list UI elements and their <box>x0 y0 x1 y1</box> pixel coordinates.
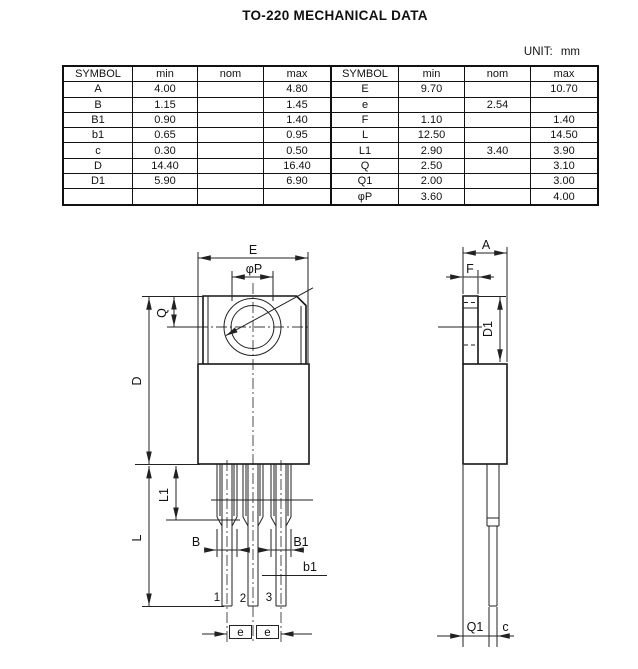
table-cell: F <box>331 112 399 127</box>
dim-e <box>202 626 312 639</box>
table-cell: 0.95 <box>264 128 332 143</box>
label-D1: D1 <box>481 321 495 337</box>
table-cell: 3.40 <box>465 143 531 158</box>
table-cell: 3.00 <box>531 174 599 189</box>
side-view <box>437 238 514 647</box>
table-cell: A <box>63 82 133 97</box>
table-cell: 1.40 <box>531 112 599 127</box>
table-cell: 9.70 <box>399 82 465 97</box>
column-header: max <box>264 66 332 82</box>
column-header: max <box>531 66 599 82</box>
dim-L <box>142 466 224 607</box>
label-b1: b1 <box>303 560 317 574</box>
table-cell: 1.45 <box>264 97 332 112</box>
table-cell: 1.15 <box>133 97 198 112</box>
side-lead <box>487 464 499 606</box>
page-title: TO-220 MECHANICAL DATA <box>242 8 428 23</box>
table-cell: D <box>63 158 133 173</box>
table-cell: 0.50 <box>264 143 332 158</box>
table-cell: e <box>331 97 399 112</box>
table-cell: 2.54 <box>465 97 531 112</box>
front-tab-outline <box>203 296 306 364</box>
unit-label: UNIT: mm <box>523 46 580 58</box>
table-cell: 1.10 <box>399 112 465 127</box>
label-e-1: e <box>237 627 244 639</box>
mounting-hole <box>224 288 313 356</box>
label-L1: L1 <box>157 488 171 502</box>
table-cell: D1 <box>63 174 133 189</box>
pin-number-3: 3 <box>265 592 273 604</box>
table-cell: L1 <box>331 143 399 158</box>
table-cell: 10.70 <box>531 82 599 97</box>
table-cell: c <box>63 143 133 158</box>
table-cell: B1 <box>63 112 133 127</box>
table-cell: Q1 <box>331 174 399 189</box>
side-body-outline <box>463 364 507 464</box>
table-cell: 14.40 <box>133 158 198 173</box>
pin-number-1: 1 <box>213 592 221 604</box>
dim-Q <box>142 297 203 328</box>
table-cell: 2.50 <box>399 158 465 173</box>
table-cell: 6.90 <box>264 174 332 189</box>
table-cell: 12.50 <box>399 128 465 143</box>
table-cell: E <box>331 82 399 97</box>
label-Q1: Q1 <box>466 620 484 634</box>
table-cell: L <box>331 128 399 143</box>
column-header: nom <box>198 66 264 82</box>
label-B1: B1 <box>293 535 309 549</box>
dim-D <box>135 297 200 465</box>
label-phiP: φP <box>245 262 263 276</box>
label-F: F <box>466 262 474 276</box>
label-A: A <box>481 238 491 252</box>
side-tab-outline <box>438 296 482 364</box>
table-cell: 0.30 <box>133 143 198 158</box>
label-D: D <box>130 376 144 386</box>
front-leads <box>217 464 291 606</box>
table-cell: 16.40 <box>264 158 332 173</box>
column-header: SYMBOL <box>63 66 133 82</box>
table-cell: 0.90 <box>133 112 198 127</box>
front-body-outline <box>198 364 309 464</box>
column-header: nom <box>465 66 531 82</box>
front-view <box>130 243 327 644</box>
pin-number-2: 2 <box>239 593 247 605</box>
table-cell: 4.00 <box>133 82 198 97</box>
table-cell: Q <box>331 158 399 173</box>
table-cell: 4.80 <box>264 82 332 97</box>
column-header: SYMBOL <box>331 66 399 82</box>
table-cell: 2.90 <box>399 143 465 158</box>
label-e-2: e <box>264 627 271 639</box>
table-cell: B <box>63 97 133 112</box>
label-E: E <box>248 243 258 257</box>
table-cell: 14.50 <box>531 128 599 143</box>
table-cell: 0.65 <box>133 128 198 143</box>
table-cell: 1.40 <box>264 112 332 127</box>
table-cell: 3.90 <box>531 143 599 158</box>
label-B: B <box>191 535 201 549</box>
table-cell: φP <box>331 189 399 205</box>
label-L: L <box>130 534 144 542</box>
table-cell: 5.90 <box>133 174 198 189</box>
table-cell: 3.60 <box>399 189 465 205</box>
label-c: c <box>502 620 509 634</box>
table-cell: 2.00 <box>399 174 465 189</box>
label-Q: Q <box>155 308 169 318</box>
table-cell: b1 <box>63 128 133 143</box>
table-cell: 3.10 <box>531 158 599 173</box>
table-cell: 4.00 <box>531 189 599 205</box>
column-header: min <box>399 66 465 82</box>
column-header: min <box>133 66 198 82</box>
